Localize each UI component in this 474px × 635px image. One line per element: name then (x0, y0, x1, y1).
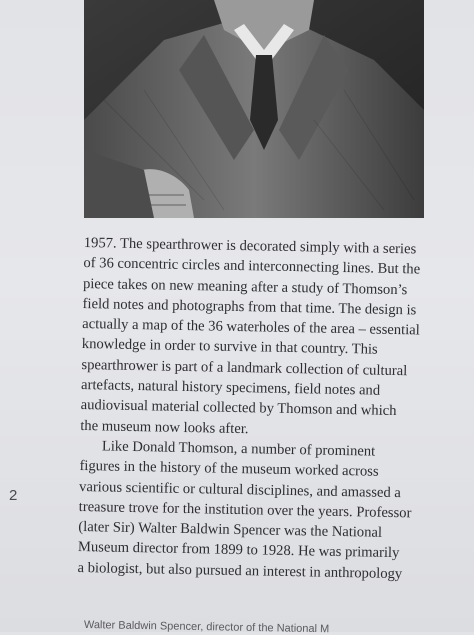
text-line: treasure trove for the institution over the years. Professor (78, 498, 412, 522)
text-line: knowledge in order to survive in that country. This (81, 336, 378, 359)
paragraph-1 (80, 233, 464, 443)
page-number: 2 (9, 487, 18, 504)
text-line: 1957. The spearthrower is decorated simply with a series (83, 234, 417, 258)
text-line: a biologist, but also pursued an interest in anthropology (77, 559, 403, 582)
photo-caption: Walter Baldwin Spencer, director of the National M (83, 619, 330, 635)
text-line: (later Sir) Walter Baldwin Spencer was the National (78, 519, 383, 541)
text-line: artefacts, natural history specimens, field notes and (80, 377, 381, 399)
text-line: various scientific or cultural disciplines, and amassed a (78, 478, 402, 501)
text-line: Like Donald Thomson, a number of prominent (101, 438, 376, 460)
text-line: field notes and photographs from that time. The design is (82, 295, 417, 319)
text-line: piece takes on new meaning after a study of Thomson’s (82, 275, 408, 298)
text-line: Museum director from 1899 to 1928. He was primarily (77, 539, 400, 562)
text-line: actually a map of the 36 waterholes of the area – essential (82, 316, 420, 339)
article-body (77, 233, 464, 585)
text-line: figures in the history of the museum worked across (79, 458, 379, 480)
text-line: spearthrower is part of a landmark collection of cultural (81, 356, 408, 380)
text-line: audiovisual material collected by Thomson and which (80, 397, 397, 420)
portrait-photo (84, 0, 424, 218)
text-line: the museum now looks after. (80, 417, 249, 437)
text-line: of 36 concentric circles and interconnecting lines. But the (83, 255, 421, 278)
paragraph-2 (77, 436, 460, 585)
